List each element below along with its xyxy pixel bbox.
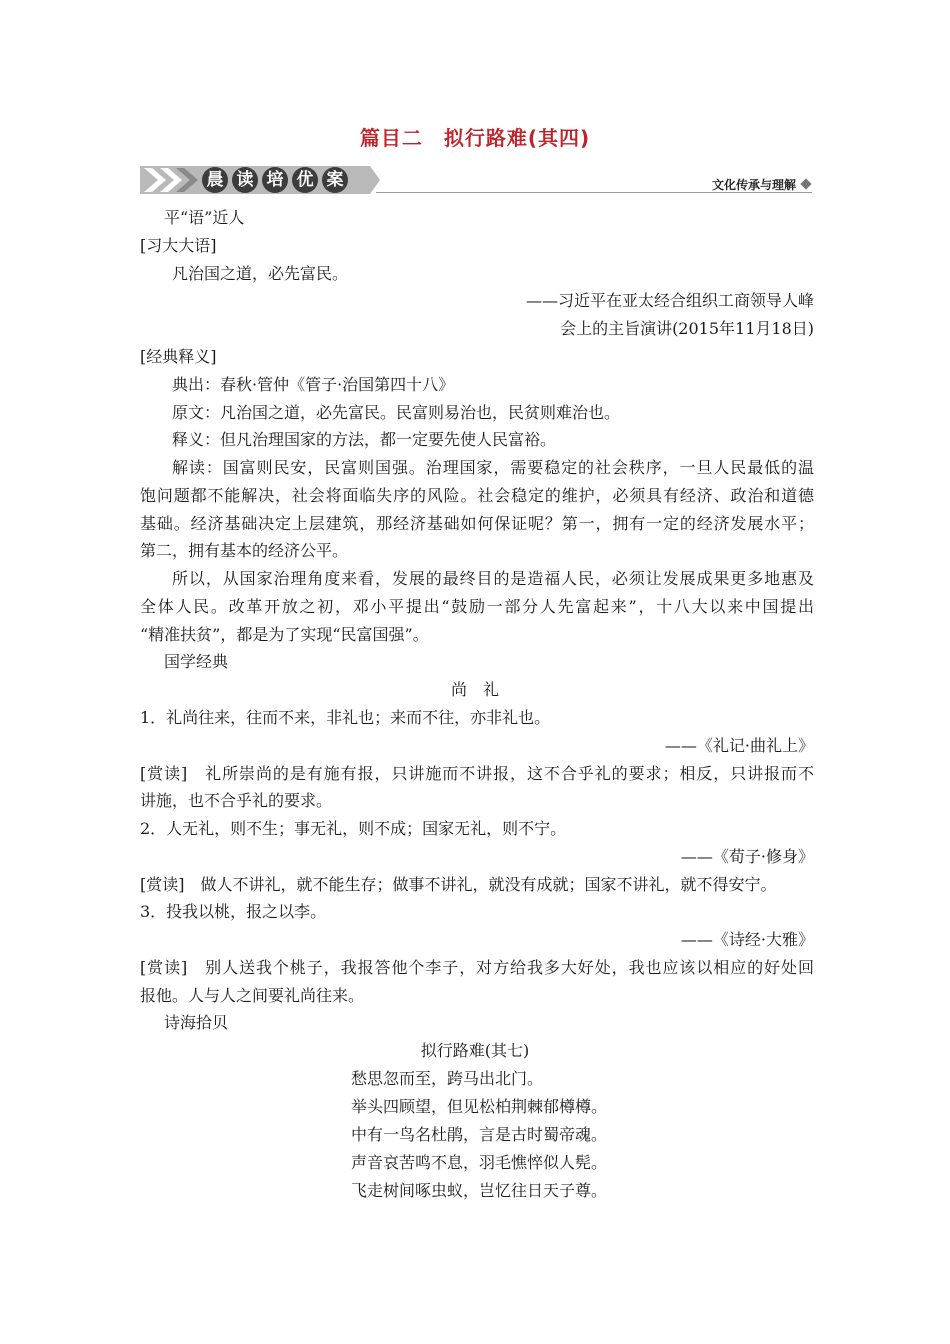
banner-char: 读 [232,167,258,193]
explanation-text: 释义：但凡治理国家的方法，都一定要先使人民富裕。 [172,430,557,449]
classic-item: 3．投我以桃，报之以李。 [140,902,327,921]
classic-source: ——《荀子·修身》 [680,847,814,866]
classic-item: 2．人无礼，则不生；事无礼，则不成；国家无礼，则不宁。 [140,819,567,838]
paragraph-line: 所以，从国家治理角度来看，发展的最终目的是造福人民，必须让发展成果更多地惠及 [172,569,814,588]
banner-char: 优 [292,167,318,193]
page-title: 篇目二 拟行路难(其四) [359,126,591,150]
appreciation-line: 讲施，也不合乎礼的要求。 [140,791,333,810]
poem-title: 拟行路难(其七) [420,1041,530,1060]
banner-char: 晨 [202,167,228,193]
banner-char: 案 [322,167,348,193]
appreciation-line: [赏读] 别人送我个桃子，我报答他个李子，对方给我多大好处，我也应该以相应的好处回 [140,958,814,977]
diamond-icon [800,178,811,189]
subsection-title: 尚 礼 [450,680,499,699]
quote-source: 会上的主旨演讲(2015年11月18日) [560,319,814,338]
classic-source: ——《诗经·大雅》 [680,930,814,949]
origin-text: 典出：春秋·管仲《管子·治国第四十八》 [172,375,455,394]
subsection-label: [习大大语] [140,236,217,255]
paragraph-line: 基础。经济基础决定上层建筑，那经济基础如何保证呢？第一，拥有一定的经济发展水平； [140,514,814,533]
quote-text: 凡治国之道，必先富民。 [172,264,349,283]
classic-item: 1．礼尚往来，往而不来，非礼也；来而不往，亦非礼也。 [140,708,551,727]
classic-source: ——《礼记·曲礼上》 [664,736,814,755]
section-heading: 国学经典 [164,652,229,671]
poem-line: 愁思忽而至，跨马出北门。 [351,1069,544,1088]
appreciation-line: [赏读] 礼所崇尚的是有施有报，只讲施而不讲报，这不合乎礼的要求；相反，只讲报而不 [140,764,814,783]
banner-category-label: 文化传承与理解 [711,178,796,192]
paragraph-line: 全体人民。改革开放之初，邓小平提出“鼓励一部分人先富起来”，十八大以来中国提出 [140,597,814,616]
paragraph-line: 解读：国富则民安，民富则国强。治理国家，需要稳定的社会秩序，一旦人民最低的温 [172,458,814,477]
poem-line: 中有一鸟名杜鹃，言是古时蜀帝魂。 [351,1125,608,1144]
appreciation-line: [赏读] 做人不讲礼，就不能生存；做事不讲礼，就没有成就；国家不讲礼，就不得安宁。 [140,875,777,894]
poem-line: 声音哀苦鸣不息，羽毛憔悴似人髡。 [351,1153,608,1172]
appreciation-line: 报他。人与人之间要礼尚往来。 [140,986,365,1005]
section-heading: 平“语”近人 [164,208,245,227]
poem-line: 举头四顾望，但见松柏荆棘郁樽樽。 [351,1097,608,1116]
paragraph-line: “精准扶贫”，都是为了实现“民富国强”。 [140,625,429,644]
section-heading: 诗海拾贝 [164,1013,229,1032]
quote-source: ——习近平在亚太经合组织工商领导人峰 [525,291,814,310]
banner-title [202,167,348,193]
poem-line: 飞走树间啄虫蚁，岂忆往日天子尊。 [351,1181,608,1200]
subsection-label: [经典释义] [140,347,217,366]
paragraph-line: 饱问题都不能解决，社会将面临失序的风险。社会稳定的维护，必须具有经济、政治和道德 [140,486,814,505]
original-text: 原文：凡治国之道，必先富民。民富则易治也，民贫则难治也。 [172,403,621,422]
section-banner [140,162,812,198]
paragraph-line: 第二，拥有基本的经济公平。 [140,541,349,560]
banner-char: 培 [262,167,288,193]
